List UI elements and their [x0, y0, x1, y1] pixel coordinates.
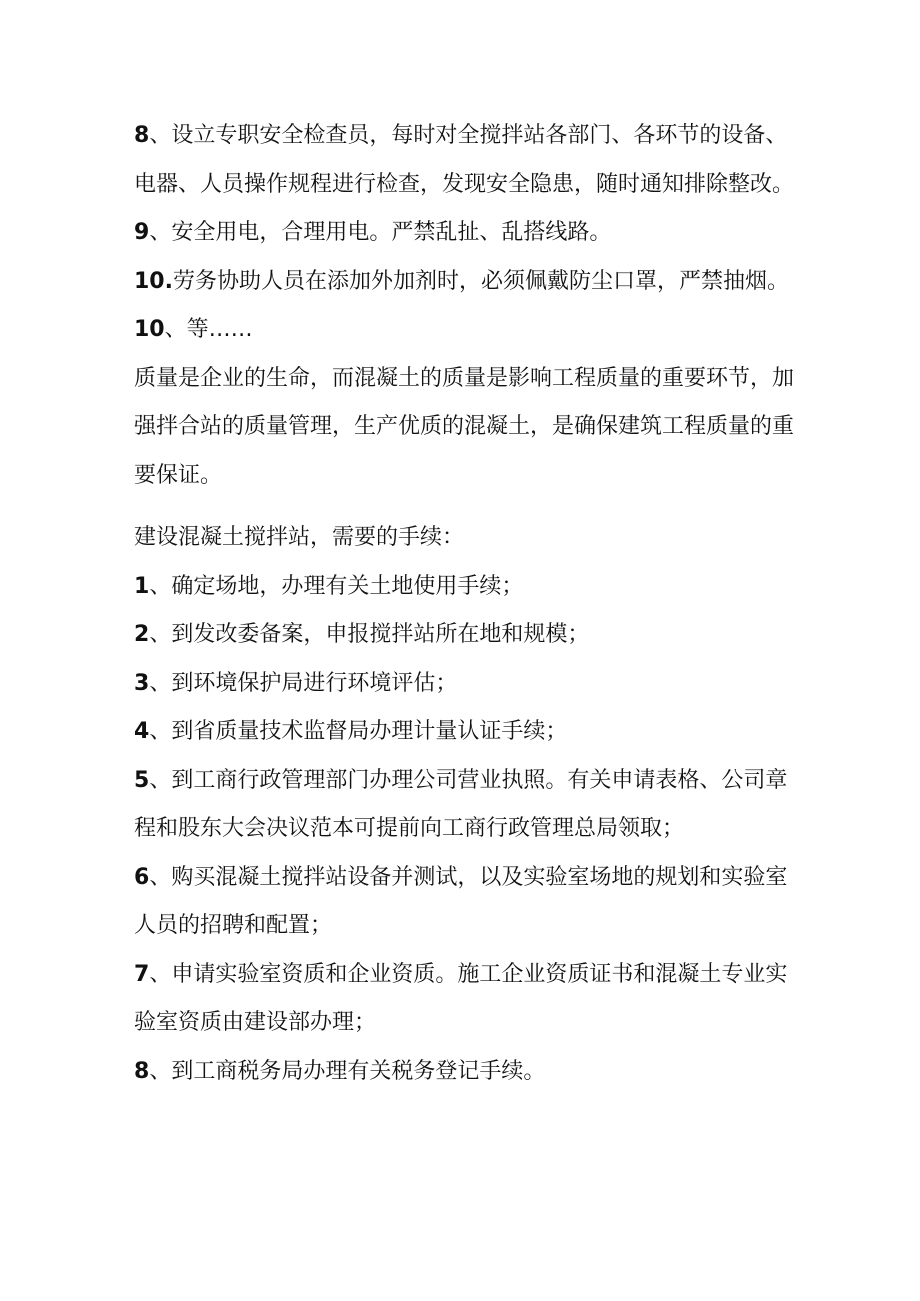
procedure-item-2 — [134, 611, 799, 660]
item-text: 、申请实验室资质和企业资质。施工企业资质证书和混凝土专业实验室资质由建设部办理； — [134, 961, 788, 1035]
safety-item-9 — [134, 209, 799, 258]
safety-item-10b — [134, 306, 799, 355]
item-number: 8 — [134, 123, 150, 148]
procedure-item-4 — [134, 708, 799, 757]
safety-item-10a — [134, 258, 799, 307]
item-number: 7 — [134, 961, 150, 987]
procedure-item-8 — [134, 1048, 799, 1097]
item-text: 、到工商税务局办理有关税务登记手续。 — [149, 1058, 546, 1084]
item-number: 1 — [134, 573, 150, 599]
item-number: 2 — [134, 622, 150, 647]
item-text: 、到工商行政管理部门办理公司营业执照。有关申请表格、公司章程和股东大会决议范本可提前向工商行政管理总局领取； — [134, 767, 788, 841]
item-text: 、安全用电，合理用电。严禁乱扯、乱搭线路。 — [149, 220, 612, 245]
quality-paragraph: 质量是企业的生命，而混凝土的质量是影响工程质量的重要环节，加强拌合站的质量管理，生产优质的混凝土，是确保建筑工程质量的重要保证。 — [134, 365, 795, 488]
procedure-item-6 — [134, 854, 799, 951]
item-number: 5 — [134, 767, 150, 793]
item-number: 9 — [134, 220, 150, 245]
item-text: 、确定场地，办理有关土地使用手续； — [149, 573, 524, 599]
safety-item-8 — [134, 112, 799, 209]
item-number: 3 — [134, 670, 150, 696]
document-page — [134, 112, 799, 1096]
item-text: 、到环境保护局进行环境评估； — [149, 670, 458, 696]
procedures-heading: 建设混凝土搅拌站，需要的手续： — [134, 525, 465, 550]
item-number: 8 — [134, 1058, 150, 1084]
item-number: 4 — [134, 719, 150, 744]
item-text: 、到省质量技术监督局办理计量认证手续； — [149, 719, 568, 744]
item-text: 、设立专职安全检查员，每时对全搅拌站各部门、各环节的设备、电器、人员操作规程进行检查，发现安全隐患，随时通知排除整改。 — [134, 123, 795, 197]
procedure-item-5 — [134, 757, 799, 854]
item-number: 6 — [134, 864, 150, 890]
procedure-item-1 — [134, 563, 799, 612]
item-number: 10. — [134, 268, 173, 294]
item-text: 、等…… — [164, 317, 253, 342]
item-text: 劳务协助人员在添加外加剂时，必须佩戴防尘口罩，严禁抽烟。 — [172, 268, 789, 294]
item-text: 、购买混凝土搅拌站设备并测试，以及实验室场地的规划和实验室人员的招聘和配置； — [134, 864, 788, 938]
procedure-item-3 — [134, 660, 799, 709]
item-number: 10 — [134, 317, 165, 342]
item-text: 、到发改委备案，申报搅拌站所在地和规模； — [149, 622, 590, 647]
procedure-item-7 — [134, 951, 799, 1048]
